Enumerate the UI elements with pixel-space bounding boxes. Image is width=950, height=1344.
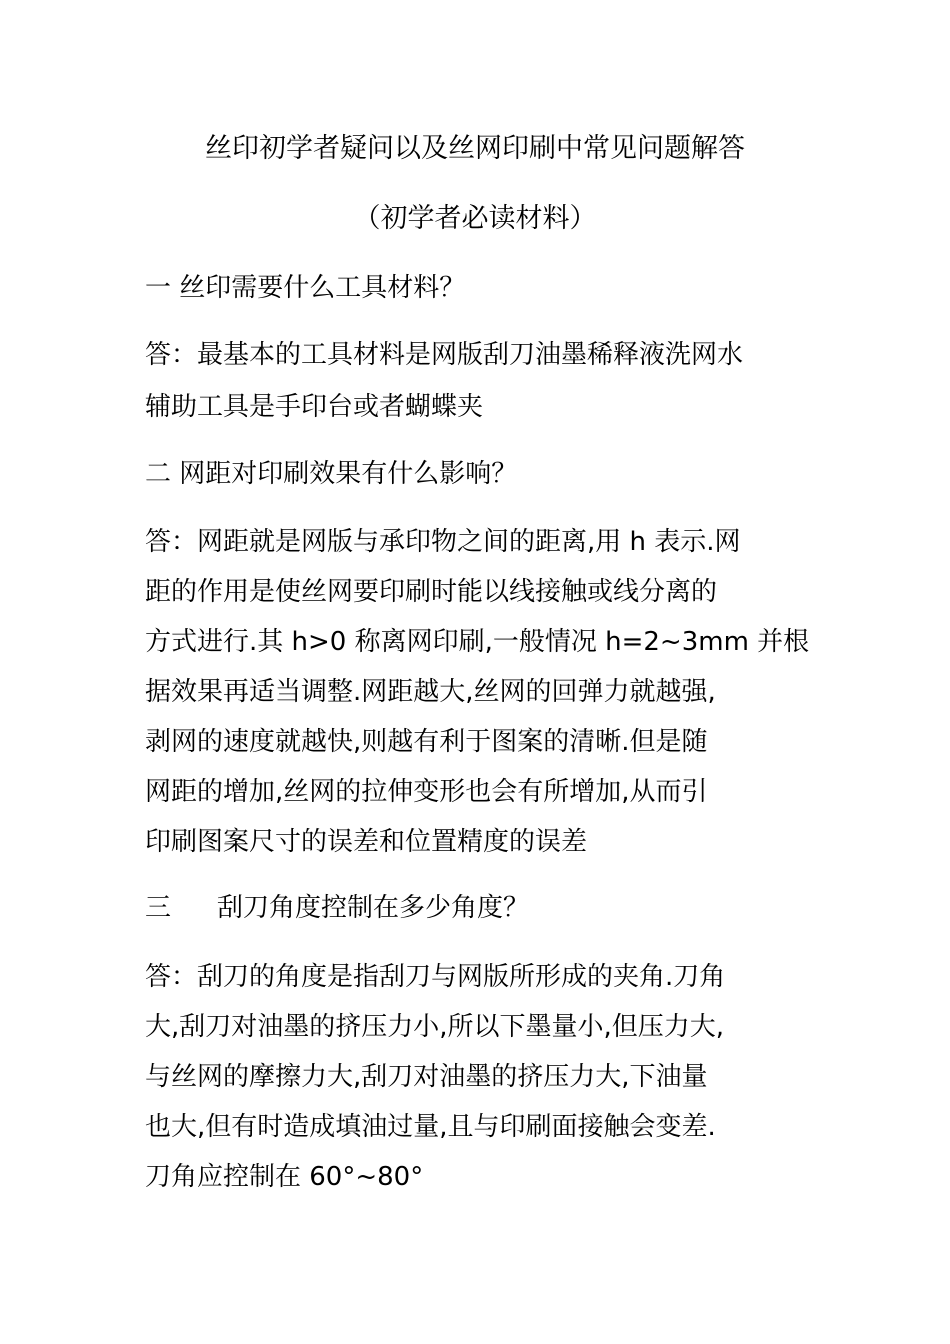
answer-3-line-3: 与丝网的摩擦力大,刮刀对油墨的挤压力大,下油量: [145, 1062, 708, 1092]
answer-2-line-4: 据效果再适当调整.网距越大,丝网的回弹力就越强,: [145, 677, 716, 707]
answer-1-line-1: 答：最基本的工具材料是网版刮刀油墨稀释液洗网水: [145, 340, 744, 370]
document-title: 丝印初学者疑问以及丝网印刷中常见问题解答: [205, 133, 745, 164]
question-3-number: 三: [145, 893, 172, 923]
answer-2-line-7: 印刷图案尺寸的误差和位置精度的误差: [145, 827, 588, 857]
answer-2-line-5: 剥网的速度就越快,则越有利于图案的清晰.但是随: [145, 727, 708, 757]
answer-3-line-5: 刀角应控制在 60°~80°: [145, 1162, 424, 1192]
answer-2-line-2: 距的作用是使丝网要印刷时能以线接触或线分离的: [145, 577, 718, 607]
question-3: [145, 891, 529, 925]
question-3-text: 刮刀角度控制在多少角度？: [217, 893, 530, 923]
answer-3-line-1: 答：刮刀的角度是指刮刀与网版所形成的夹角.刀角: [145, 962, 726, 992]
answer-3-line-2: 大,刮刀对油墨的挤压力小,所以下墨量小,但压力大,: [145, 1012, 725, 1042]
answer-2-line-6: 网距的增加,丝网的拉伸变形也会有所增加,从而引: [145, 777, 708, 807]
answer-3-line-4: 也大,但有时造成填油过量,且与印刷面接触会变差.: [145, 1112, 716, 1142]
answer-1-line-2: 辅助工具是手印台或者蝴蝶夹: [145, 392, 484, 422]
question-2: 二 网距对印刷效果有什么影响？: [145, 459, 518, 489]
document-subtitle: （初学者必读材料）: [353, 203, 597, 234]
answer-2-line-1: 答：网距就是网版与承印物之间的距离,用 h 表示.网: [145, 527, 741, 557]
answer-2-line-3: 方式进行.其 h>0 称离网印刷,一般情况 h=2~3mm 并根: [145, 627, 810, 657]
question-1: 一 丝印需要什么工具材料？: [145, 273, 466, 303]
